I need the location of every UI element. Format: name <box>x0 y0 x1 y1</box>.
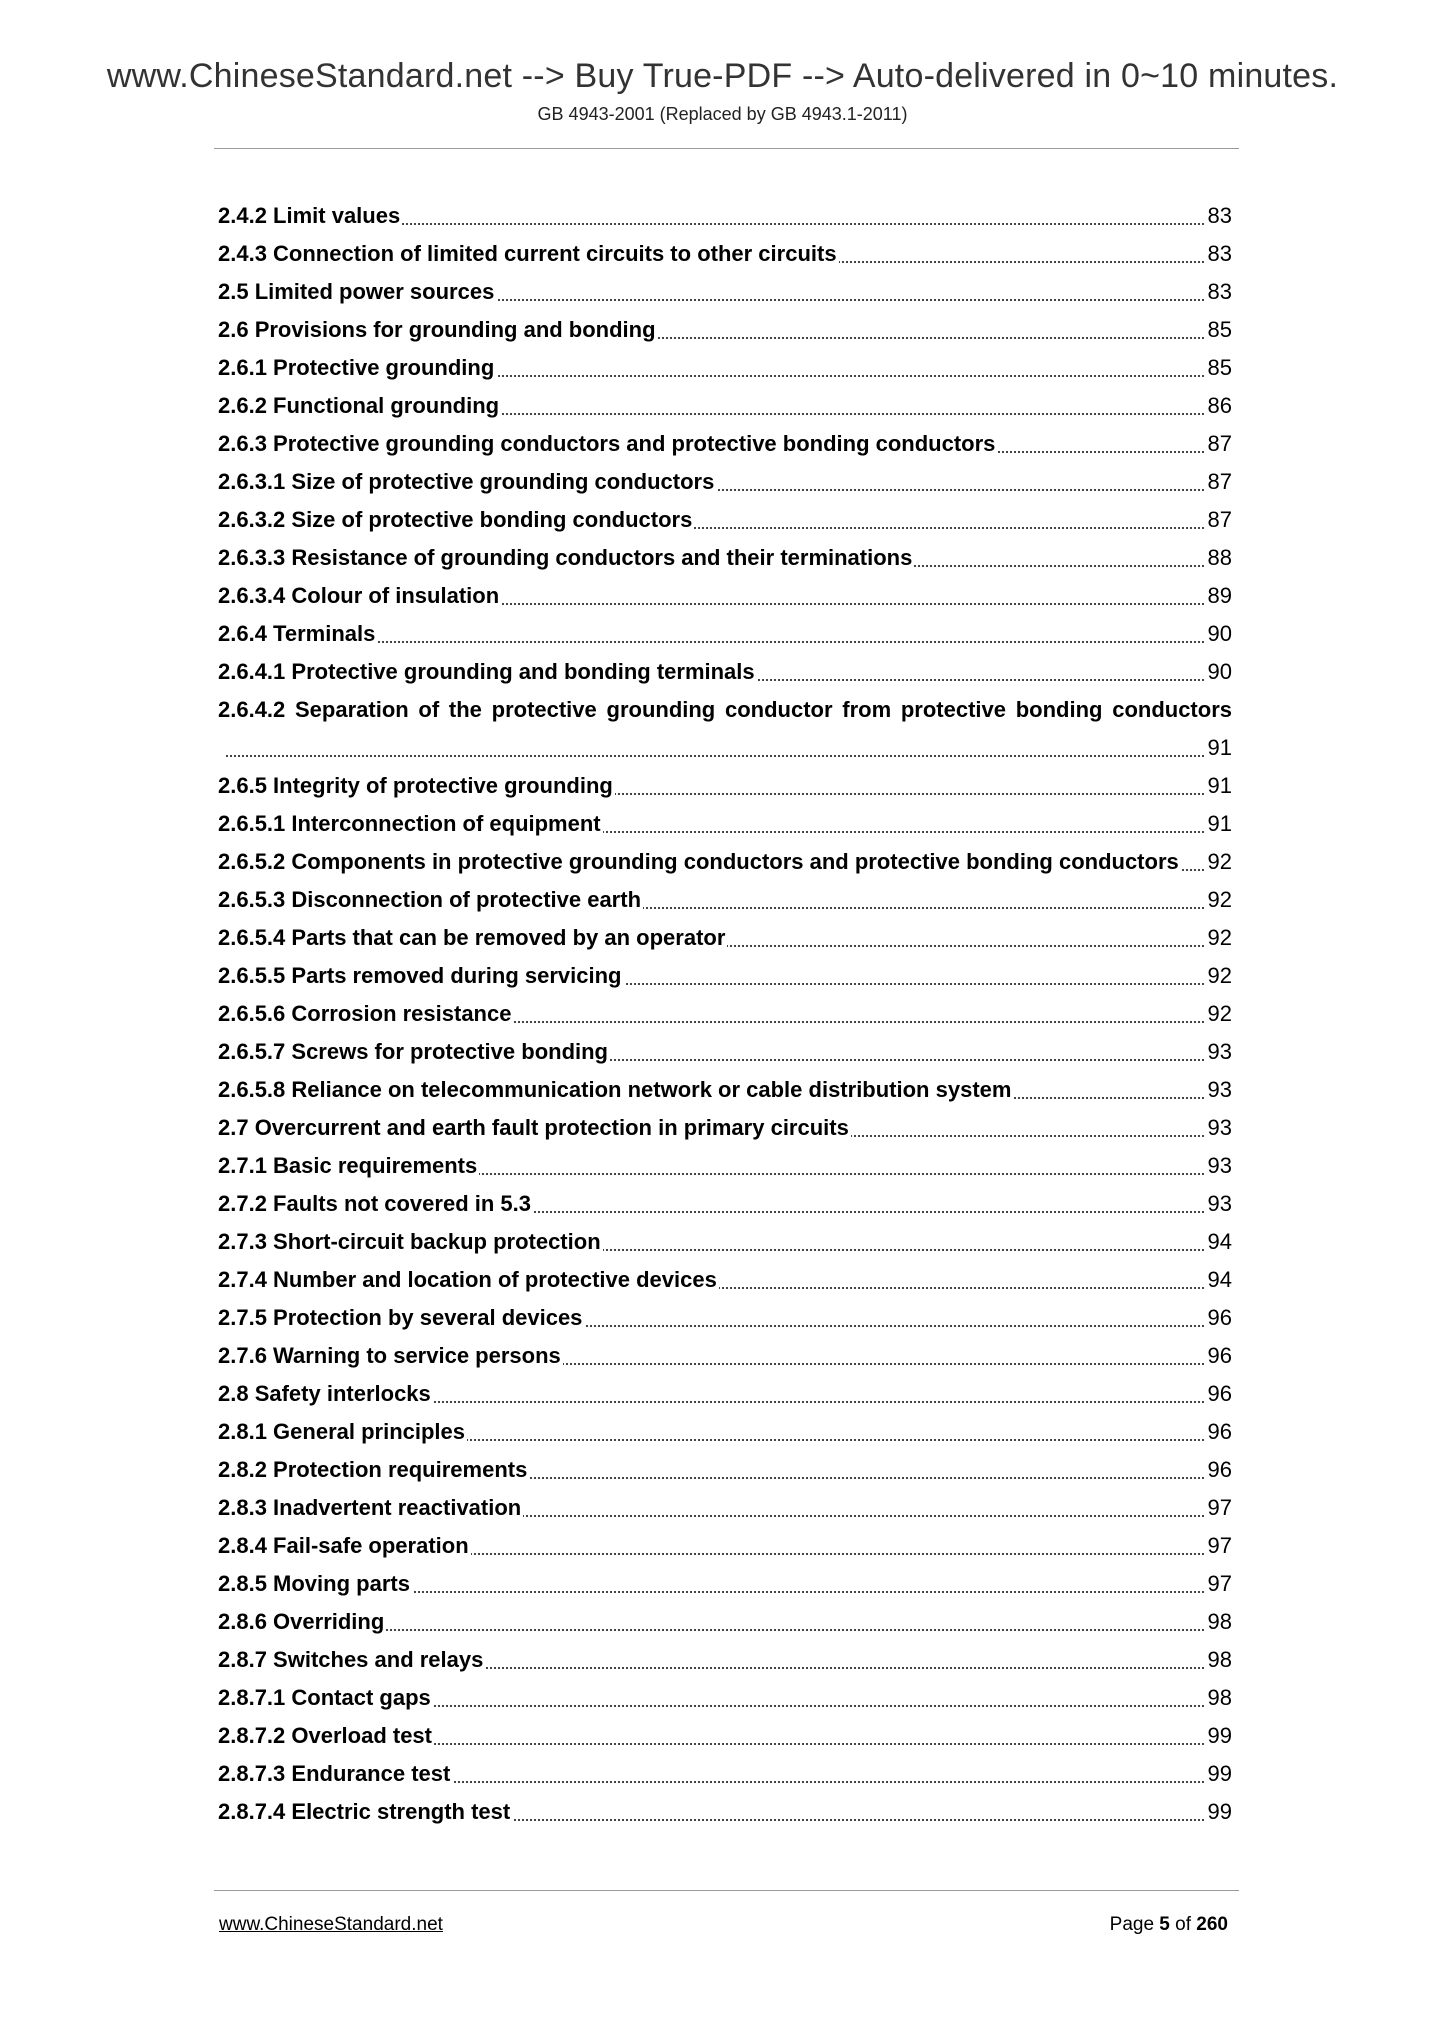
toc-entry[interactable] <box>218 1299 1232 1337</box>
toc-entry[interactable] <box>218 1261 1232 1299</box>
toc-entry[interactable] <box>218 387 1232 425</box>
toc-entry-page: 87 <box>1205 425 1232 463</box>
toc-entry[interactable] <box>218 995 1232 1033</box>
toc-entry[interactable] <box>218 273 1232 311</box>
toc-entry-label: 2.6.3 Protective grounding conductors and protective bonding conductors <box>218 431 996 456</box>
toc-entry-page: 96 <box>1205 1375 1232 1413</box>
toc-entry[interactable] <box>218 1755 1232 1793</box>
toc-entry-page: 93 <box>1205 1109 1232 1147</box>
toc-entry-page: 94 <box>1205 1223 1232 1261</box>
toc-entry-label: 2.6.4 Terminals <box>218 621 376 646</box>
toc-entry-label: 2.6.5 Integrity of protective grounding <box>218 773 613 798</box>
footer-divider <box>214 1890 1239 1891</box>
page-number <box>1110 1914 1228 1936</box>
toc-entry-label: 2.6.5.6 Corrosion resistance <box>218 1001 512 1026</box>
toc-entry[interactable] <box>218 843 1232 881</box>
toc-entry-page: 98 <box>1205 1679 1232 1717</box>
toc-entry-label: 2.6.3.2 Size of protective bonding conductors <box>218 507 693 532</box>
toc-entry[interactable] <box>218 539 1232 577</box>
toc-entry-label: 2.6.5.8 Reliance on telecommunication network or cable distribution system <box>218 1077 1012 1102</box>
toc-entry-label: 2.8.7 Switches and relays <box>218 1647 484 1672</box>
toc-entry-label: 2.6.3.4 Colour of insulation <box>218 583 500 608</box>
toc-entry-label: 2.6.5.4 Parts that can be removed by an operator <box>218 925 726 950</box>
toc-entry-page: 96 <box>1205 1337 1232 1375</box>
toc-entry-page: 99 <box>1205 1717 1232 1755</box>
toc-entry-label: 2.8.3 Inadvertent reactivation <box>218 1495 522 1520</box>
toc-entry-page: 89 <box>1205 577 1232 615</box>
toc-word: Separation <box>295 697 409 722</box>
toc-entry[interactable] <box>218 615 1232 653</box>
toc-entry[interactable] <box>218 311 1232 349</box>
toc-entry-label: 2.6.3.1 Size of protective grounding conductors <box>218 469 715 494</box>
toc-entry-page: 93 <box>1205 1033 1232 1071</box>
toc-entry-page: 96 <box>1205 1413 1232 1451</box>
toc-entry-label: 2.8.4 Fail-safe operation <box>218 1533 469 1558</box>
toc-entry-label: 2.8.5 Moving parts <box>218 1571 410 1596</box>
toc-entry-label: 2.8.2 Protection requirements <box>218 1457 528 1482</box>
toc-entry-wrapped[interactable] <box>218 691 1232 729</box>
toc-entry[interactable] <box>218 1375 1232 1413</box>
toc-leader <box>226 755 1232 757</box>
toc-entry-label: 2.6.5.7 Screws for protective bonding <box>218 1039 608 1064</box>
toc-entry-page: 97 <box>1205 1489 1232 1527</box>
toc-entry-label: 2.6.1 Protective grounding <box>218 355 495 380</box>
site-banner[interactable]: www.ChineseStandard.net --> Buy True-PDF --> Auto-delivered in 0~10 minutes. <box>106 57 1339 95</box>
toc-entry-page: 83 <box>1205 273 1232 311</box>
toc-entry[interactable] <box>218 881 1232 919</box>
toc-word: from <box>842 697 892 722</box>
toc-entry[interactable] <box>218 805 1232 843</box>
toc-entry[interactable] <box>218 1147 1232 1185</box>
toc-entry-page: 96 <box>1205 1299 1232 1337</box>
toc-entry[interactable] <box>218 1679 1232 1717</box>
toc-entry[interactable] <box>218 1451 1232 1489</box>
toc-word: the <box>448 697 482 722</box>
toc-entry[interactable] <box>218 1565 1232 1603</box>
toc-entry-page: 83 <box>1205 235 1232 273</box>
table-of-contents <box>218 197 1232 1831</box>
toc-entry[interactable] <box>218 653 1232 691</box>
toc-entry-label: 2.8.6 Overriding <box>218 1609 385 1634</box>
toc-entry-label: 2.6.5.5 Parts removed during servicing <box>218 963 622 988</box>
page-prefix: Page <box>1109 1914 1155 1935</box>
toc-entry[interactable] <box>218 349 1232 387</box>
toc-word: conductor <box>724 697 833 722</box>
toc-entry[interactable] <box>218 1071 1232 1109</box>
toc-entry[interactable] <box>218 197 1232 235</box>
toc-entry[interactable] <box>218 1717 1232 1755</box>
toc-entry-label: 2.7.5 Protection by several devices <box>218 1305 583 1330</box>
toc-word: conductors <box>1112 697 1232 722</box>
toc-entry-label: 2.8 Safety interlocks <box>218 1381 431 1406</box>
toc-entry[interactable] <box>218 577 1232 615</box>
toc-entry-label <box>218 691 1232 729</box>
toc-entry-page: 93 <box>1205 1147 1232 1185</box>
toc-entry[interactable] <box>218 1793 1232 1831</box>
toc-entry-label: 2.5 Limited power sources <box>218 279 495 304</box>
page-of: of <box>1175 1914 1192 1935</box>
toc-word: of <box>418 697 440 722</box>
toc-entry[interactable] <box>218 463 1232 501</box>
toc-entry-page: 83 <box>1205 197 1232 235</box>
toc-entry[interactable] <box>218 1109 1232 1147</box>
toc-entry-page: 91 <box>1205 729 1232 767</box>
header-divider <box>214 148 1239 149</box>
toc-entry-label: 2.4.2 Limit values <box>218 203 401 228</box>
toc-entry-page: 86 <box>1205 387 1232 425</box>
toc-entry-label: 2.6.2 Functional grounding <box>218 393 500 418</box>
toc-entry-page: 91 <box>1205 805 1232 843</box>
toc-entry[interactable] <box>218 767 1232 805</box>
toc-entry[interactable] <box>218 1641 1232 1679</box>
toc-entry-label: 2.6.5.3 Disconnection of protective earth <box>218 887 642 912</box>
toc-entry[interactable] <box>218 1337 1232 1375</box>
document-subtitle: GB 4943-2001 (Replaced by GB 4943.1-2011) <box>537 104 908 124</box>
toc-entry[interactable] <box>218 919 1232 957</box>
toc-entry-label: 2.8.7.3 Endurance test <box>218 1761 451 1786</box>
toc-entry-page: 92 <box>1205 919 1232 957</box>
toc-entry-page: 96 <box>1205 1451 1232 1489</box>
toc-entry-label: 2.7.3 Short-circuit backup protection <box>218 1229 601 1254</box>
toc-entry[interactable] <box>218 1489 1232 1527</box>
toc-entry-page: 98 <box>1205 1603 1232 1641</box>
toc-entry-label: 2.6.5.1 Interconnection of equipment <box>218 811 601 836</box>
toc-entry-page: 99 <box>1205 1793 1232 1831</box>
toc-entry[interactable] <box>218 235 1232 273</box>
toc-entry-page: 98 <box>1205 1641 1232 1679</box>
toc-entry-page: 85 <box>1205 349 1232 387</box>
toc-entry-label: 2.8.7.2 Overload test <box>218 1723 432 1748</box>
toc-entry[interactable] <box>218 425 1232 463</box>
footer-site-link[interactable]: www.ChineseStandard.net <box>219 1914 443 1935</box>
toc-entry[interactable] <box>218 957 1232 995</box>
toc-entry-page: 92 <box>1205 957 1232 995</box>
toc-entry-page: 97 <box>1205 1527 1232 1565</box>
toc-entry-label: 2.6.4.1 Protective grounding and bonding terminals <box>218 659 755 684</box>
toc-entry-label: 2.8.7.4 Electric strength test <box>218 1799 511 1824</box>
toc-entry-label: 2.6.5.2 Components in protective grounding conductors and protective bonding conductors <box>218 849 1179 874</box>
toc-entry-label: 2.7 Overcurrent and earth fault protection in primary circuits <box>218 1115 849 1140</box>
toc-entry[interactable] <box>218 1413 1232 1451</box>
page-current: 5 <box>1159 1914 1170 1935</box>
toc-entry-label: 2.7.1 Basic requirements <box>218 1153 478 1178</box>
toc-entry-label: 2.8.7.1 Contact gaps <box>218 1685 431 1710</box>
toc-entry[interactable] <box>218 1603 1232 1641</box>
toc-entry-page: 91 <box>1205 767 1232 805</box>
toc-entry-page: 93 <box>1205 1185 1232 1223</box>
toc-entry-label: 2.4.3 Connection of limited current circuits to other circuits <box>218 241 837 266</box>
page-total: 260 <box>1196 1914 1228 1935</box>
toc-entry-page: 87 <box>1205 463 1232 501</box>
toc-entry-page: 90 <box>1205 615 1232 653</box>
toc-entry-page: 92 <box>1205 881 1232 919</box>
toc-word: protective <box>491 697 597 722</box>
toc-entry-page: 92 <box>1205 995 1232 1033</box>
toc-entry[interactable] <box>218 1033 1232 1071</box>
toc-entry-page: 88 <box>1205 539 1232 577</box>
toc-entry[interactable] <box>218 1223 1232 1261</box>
toc-entry[interactable] <box>218 1527 1232 1565</box>
toc-entry-label: 2.7.2 Faults not covered in 5.3 <box>218 1191 531 1216</box>
toc-entry-label: 2.6 Provisions for grounding and bonding <box>218 317 656 342</box>
toc-word: bonding <box>1015 697 1103 722</box>
toc-entry-label: 2.7.6 Warning to service persons <box>218 1343 561 1368</box>
toc-word: protective <box>900 697 1007 722</box>
toc-word: grounding <box>606 697 716 722</box>
toc-entry[interactable] <box>218 501 1232 539</box>
toc-entry-page: 99 <box>1205 1755 1232 1793</box>
toc-entry-page: 90 <box>1205 653 1232 691</box>
toc-entry-page: 97 <box>1205 1565 1232 1603</box>
toc-entry-page: 94 <box>1205 1261 1232 1299</box>
toc-entry-label: 2.8.1 General principles <box>218 1419 466 1444</box>
toc-entry-page: 85 <box>1205 311 1232 349</box>
toc-entry-page: 93 <box>1205 1071 1232 1109</box>
toc-entry-page: 87 <box>1205 501 1232 539</box>
toc-entry-label: 2.7.4 Number and location of protective devices <box>218 1267 717 1292</box>
toc-entry[interactable] <box>218 1185 1232 1223</box>
toc-entry-page: 92 <box>1205 843 1232 881</box>
toc-word: 2.6.4.2 <box>218 697 286 722</box>
toc-entry-label: 2.6.3.3 Resistance of grounding conductors and their terminations <box>218 545 913 570</box>
toc-entry-continuation[interactable] <box>218 729 1232 767</box>
